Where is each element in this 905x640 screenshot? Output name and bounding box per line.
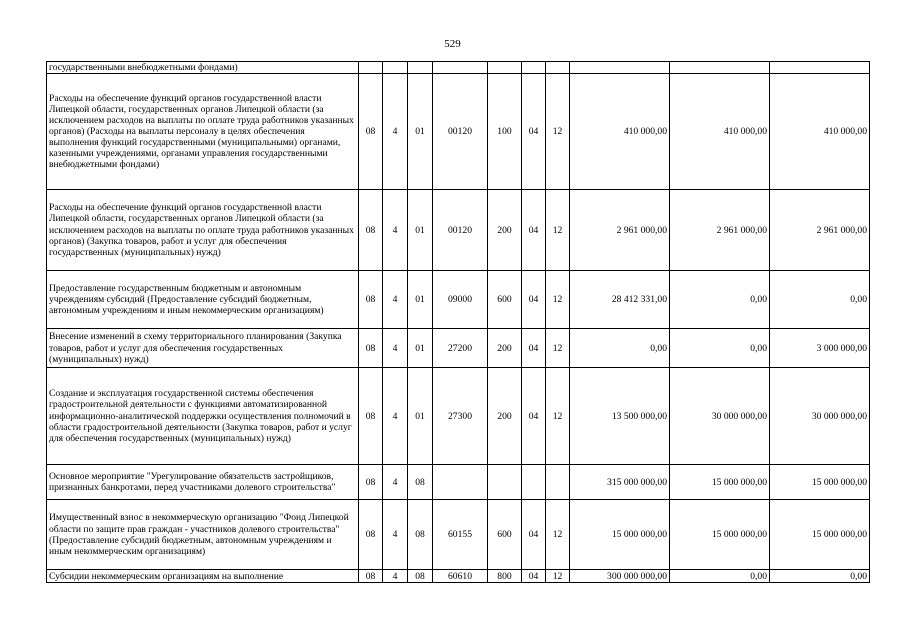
cell-section [359, 62, 383, 74]
cell-target-code: 27300 [433, 368, 488, 465]
cell-expense-type: 200 [488, 190, 522, 271]
cell-target-code: 00120 [433, 190, 488, 271]
cell-expense-type: 100 [488, 74, 522, 190]
cell-target-code [433, 465, 488, 500]
cell-subprogram: 4 [383, 329, 408, 368]
cell-subprogram: 4 [383, 465, 408, 500]
cell-target-code: 09000 [433, 271, 488, 329]
cell-target-code: 60155 [433, 500, 488, 570]
table-row [47, 190, 870, 271]
cell-name: Создание и эксплуатация государственной системы обеспечения градостроительной деятельности с функциями автоматизированной информационно-аналитической поддержки осуществления полномочий в области градостроительной деятельности (Закупка товаров, работ и услуг для обеспечения государственных (муниципальных) нужд) [47, 368, 359, 465]
cell-section: 08 [359, 465, 383, 500]
cell-amount-year3: 3 000 000,00 [770, 329, 870, 368]
table-row [47, 500, 870, 570]
cell-amount-year3: 15 000 000,00 [770, 500, 870, 570]
table-row [47, 465, 870, 500]
cell-subsection [546, 465, 570, 500]
cell-amount-year3: 410 000,00 [770, 74, 870, 190]
cell-main-event: 01 [408, 74, 433, 190]
cell-main-event: 01 [408, 329, 433, 368]
cell-main-event: 01 [408, 271, 433, 329]
cell-main-event: 01 [408, 368, 433, 465]
cell-amount-year2: 15 000 000,00 [670, 500, 770, 570]
cell-amount-year3: 15 000 000,00 [770, 465, 870, 500]
cell-section: 08 [359, 329, 383, 368]
cell-name: Субсидии некоммерческим организациям на выполнение [47, 570, 359, 583]
cell-name: Внесение изменений в схему территориального планирования (Закупка товаров, работ и услуг для обеспечения государственных (муниципальных) нужд) [47, 329, 359, 368]
cell-expense-type: 800 [488, 570, 522, 583]
cell-subprogram: 4 [383, 271, 408, 329]
cell-chapter: 04 [522, 500, 546, 570]
cell-subprogram [383, 62, 408, 74]
cell-subsection: 12 [546, 368, 570, 465]
cell-amount-year2: 2 961 000,00 [670, 190, 770, 271]
page-number: 529 [444, 38, 461, 50]
cell-subsection: 12 [546, 570, 570, 583]
table-row [47, 271, 870, 329]
table-body [47, 62, 870, 583]
cell-name: Имущественный взнос в некоммерческую организацию "Фонд Липецкой области по защите прав граждан - участников долевого строительства" (Предоставление субсидий бюджетным, автономным учреждениям и иным некоммерческим организациям) [47, 500, 359, 570]
cell-name: Расходы на обеспечение функций органов государственной власти Липецкой области, государственных органов Липецкой области (за исключением расходов на выплаты по оплате труда работников указанных органов) (Расходы на выплаты персоналу в целях обеспечения выполнения функций государственными (муниципальными) органами, казенными учреждениями, органами управления государственными внебюджетными фондами) [47, 74, 359, 190]
cell-subprogram: 4 [383, 74, 408, 190]
cell-amount-year3: 30 000 000,00 [770, 368, 870, 465]
cell-subprogram: 4 [383, 500, 408, 570]
cell-amount-year1: 0,00 [570, 329, 670, 368]
cell-amount-year1: 300 000 000,00 [570, 570, 670, 583]
cell-amount-year1: 15 000 000,00 [570, 500, 670, 570]
table-row [47, 570, 870, 583]
cell-subsection: 12 [546, 271, 570, 329]
cell-main-event: 01 [408, 190, 433, 271]
cell-amount-year1: 315 000 000,00 [570, 465, 670, 500]
cell-name: Предоставление государственным бюджетным и автономным учреждениям субсидий (Предоставление субсидий бюджетным, автономным учреждениям и иным некоммерческим организациям) [47, 271, 359, 329]
cell-subprogram: 4 [383, 368, 408, 465]
cell-chapter: 04 [522, 368, 546, 465]
cell-expense-type [488, 465, 522, 500]
cell-subsection: 12 [546, 190, 570, 271]
cell-chapter: 04 [522, 329, 546, 368]
cell-amount-year2: 30 000 000,00 [670, 368, 770, 465]
cell-expense-type [488, 62, 522, 74]
cell-name: государственными внебюджетными фондами) [47, 62, 359, 74]
cell-chapter [522, 62, 546, 74]
cell-main-event: 08 [408, 500, 433, 570]
cell-amount-year1: 410 000,00 [570, 74, 670, 190]
table-row [47, 74, 870, 190]
cell-section: 08 [359, 570, 383, 583]
cell-name: Основное мероприятие "Урегулирование обязательств застройщиков, признанных банкротами, перед участниками долевого строительства" [47, 465, 359, 500]
cell-main-event: 08 [408, 465, 433, 500]
cell-target-code: 60610 [433, 570, 488, 583]
cell-section: 08 [359, 190, 383, 271]
cell-amount-year2: 15 000 000,00 [670, 465, 770, 500]
cell-name: Расходы на обеспечение функций органов государственной власти Липецкой области, государственных органов Липецкой области (за исключением расходов на выплаты по оплате труда работников указанных органов) (Закупка товаров, работ и услуг для обеспечения государственных (муниципальных) нужд) [47, 190, 359, 271]
budget-table [46, 61, 870, 583]
cell-subprogram: 4 [383, 570, 408, 583]
cell-section: 08 [359, 368, 383, 465]
table-row [47, 62, 870, 74]
cell-chapter [522, 465, 546, 500]
cell-main-event: 08 [408, 570, 433, 583]
cell-subsection: 12 [546, 329, 570, 368]
table-row [47, 368, 870, 465]
table-row [47, 329, 870, 368]
cell-expense-type: 600 [488, 500, 522, 570]
cell-target-code [433, 62, 488, 74]
cell-amount-year3: 0,00 [770, 570, 870, 583]
cell-amount-year2: 0,00 [670, 329, 770, 368]
cell-section: 08 [359, 500, 383, 570]
cell-expense-type: 200 [488, 329, 522, 368]
cell-section: 08 [359, 271, 383, 329]
cell-amount-year1: 2 961 000,00 [570, 190, 670, 271]
cell-amount-year3: 2 961 000,00 [770, 190, 870, 271]
cell-expense-type: 200 [488, 368, 522, 465]
cell-amount-year1 [570, 62, 670, 74]
cell-chapter: 04 [522, 190, 546, 271]
cell-amount-year2 [670, 62, 770, 74]
cell-section: 08 [359, 74, 383, 190]
cell-chapter: 04 [522, 570, 546, 583]
cell-subsection: 12 [546, 74, 570, 190]
cell-expense-type: 600 [488, 271, 522, 329]
cell-chapter: 04 [522, 271, 546, 329]
cell-amount-year2: 0,00 [670, 271, 770, 329]
cell-amount-year1: 28 412 331,00 [570, 271, 670, 329]
cell-subsection: 12 [546, 500, 570, 570]
cell-chapter: 04 [522, 74, 546, 190]
cell-main-event [408, 62, 433, 74]
cell-amount-year3: 0,00 [770, 271, 870, 329]
cell-amount-year1: 13 500 000,00 [570, 368, 670, 465]
cell-amount-year3 [770, 62, 870, 74]
cell-amount-year2: 0,00 [670, 570, 770, 583]
cell-target-code: 00120 [433, 74, 488, 190]
cell-amount-year2: 410 000,00 [670, 74, 770, 190]
cell-target-code: 27200 [433, 329, 488, 368]
cell-subprogram: 4 [383, 190, 408, 271]
cell-subsection [546, 62, 570, 74]
